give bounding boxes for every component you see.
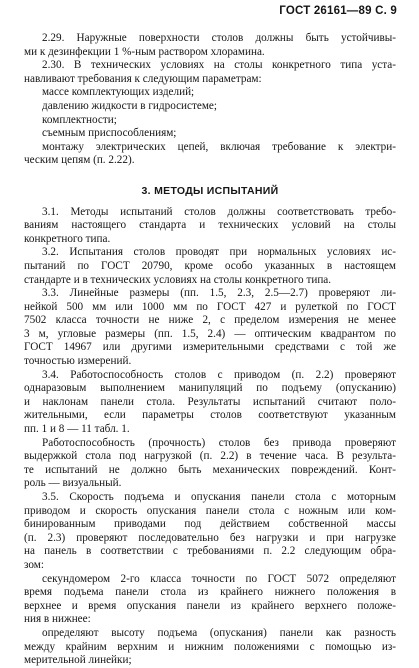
text-line: 2.29. Наружные поверхности столов должны быть устойчивы- [42,32,396,44]
text-line: ГОСТ 14967 или другими измерительными средствами с той же [24,341,396,354]
text-line: 3.4. Работоспособность столов с приводом (п. 2.2) проверяют [42,368,396,381]
text-line: жительными, если параметры столов соответствуют указанным [24,409,396,422]
text-line: навливают требования к следующим параметрам: [24,72,262,85]
section-heading: 3. МЕТОДЫ ИСПЫТАНИЙ [141,184,279,197]
page-header: ГОСТ 26161—89 С. 9 [279,5,397,17]
text-line: ческим цепям (п. 2.22). [24,154,135,167]
text-line: 3.3. Линейные размеры (пп. 1.5, 2.3, 2.5—2.7) проверяют ли- [42,287,396,300]
document-body [24,32,396,668]
text-line: конкретного типа. [24,232,111,245]
text-line: ния в нижнее: [24,613,91,626]
text-line: 7502 класса точности не ниже 2, с пределом измерения не менее [24,314,396,327]
text-line: стандарте и в технических условиях на столы конкретного типа. [24,273,332,286]
text-line: выдержкой стола под нагрузкой (п. 2.2) в течение часа. В результа- [24,450,396,463]
text-line: роль — визуальный. [24,477,122,490]
text-line: пп. 1 и 8 — 11 табл. 1. [24,423,130,436]
text-line: и наклонам панели стола. Результаты испытаний считают поло- [24,395,396,408]
text-line: ми к дезинфекции 1 %-ным раствором хлорамина. [24,45,265,58]
text-line: 3 м, угловые размеры (пп. 1.5, 2.4) — оптическим квадрантом по [24,327,396,340]
text-line: точностью измерений. [24,355,132,368]
text-line: бинированным приводами под действием собственной массы [24,518,396,531]
text-line: 3.5. Скорость подъема и опускания панели стола с моторным [42,491,396,503]
text-line: на панель в соответствии с требованиями п. 2.2 следующим обра- [24,545,396,558]
text-line: мерительной линейки; [24,654,132,667]
text-line: ваниям настоящего стандарта и технических условий на столы [24,219,396,232]
text-line: съемным приспособлениям; [42,127,177,140]
text-line: зом: [24,558,44,571]
text-line: верхнее и время опускания панели из крайнего верхнего положе- [24,599,396,612]
text-line: монтажу электрических цепей, включая требование к электри- [42,140,396,153]
text-line: приводом и скорость опускания панели стола с ножным или ком- [24,504,396,517]
text-line: 3.1. Методы испытаний столов должны соответствовать требо- [42,205,396,218]
text-line: пытаний по ГОСТ 20790, кроме особо указанных в настоящем [24,259,396,272]
text-line: однаразовым выполнением манипуляций по подъему (опусканию) [24,382,396,395]
section-3-text [24,206,396,668]
section-2-text [24,32,396,168]
text-line: 3.2. Испытания столов проводят при нормальных условиях ис- [42,246,396,259]
text-line: определяют высоту подъема (опускания) панели как разность [42,626,396,639]
text-line: Работоспособность (прочность) столов без привода проверяют [42,436,396,449]
text-line: секундомером 2-го класса точности по ГОСТ 5072 определяют [42,572,396,585]
text-line: давлению жидкости в гидросистеме; [42,99,217,112]
text-line: те испытаний не должно быть механических повреждений. Конт- [24,463,396,476]
text-line: между крайним верхним и нижним положениями с помощью из- [24,640,396,653]
spacer [24,168,396,182]
text-line: (п. 2.3) проверяют последовательно без нагрузки и при нагрузке [24,531,396,544]
text-line: время подъема панели стола из крайнего нижнего положения в [24,586,396,599]
text-line: 2.30. В технических условиях на столы конкретного типа уста- [42,59,396,72]
text-line: нейкой 500 мм или 1000 мм по ГОСТ 427 и рулеткой по ГОСТ [24,300,396,313]
text-line: комплектности; [42,113,117,126]
text-line: массе комплектующих изделий; [42,86,195,99]
